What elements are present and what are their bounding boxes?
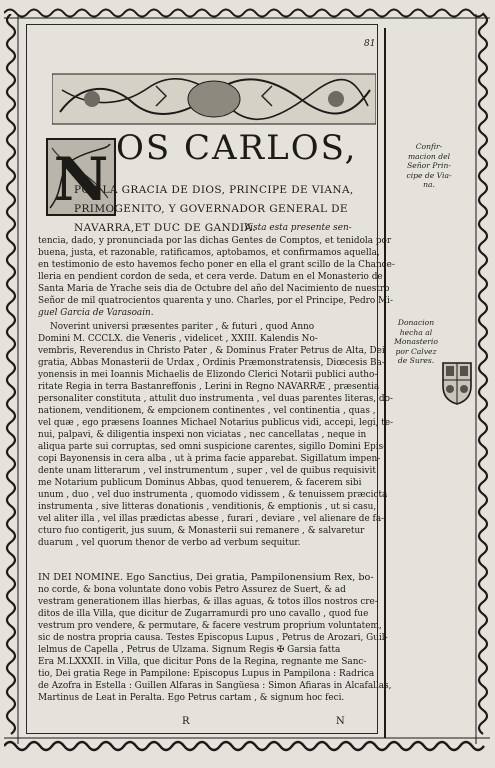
latin-line: gratia, Abbas Monasterii de Urdax , Ordinis Præmonstratensis, Diœcesis Ba- — [38, 358, 385, 368]
body-top-line: Señor de mil quatrocientos quarenta y uno. Charles, por el Principe, Pedro Mi- — [38, 296, 394, 306]
body-top-line: lleria en pendient cordon de seda, et cera verde. Datum en el Monasterio de — [38, 272, 383, 282]
latin-line: personaliter constituta , attulit duo instrumenta , vel duas parentes literas, do- — [38, 394, 393, 404]
margin-note-line: Señor Prin- — [407, 161, 451, 171]
latin-line: aliqua parte sui corruptas, sed omni suspicione carentes, sigillo Domini Epis- — [38, 442, 387, 452]
coat-of-arms-crest — [440, 360, 474, 406]
margin-note-line: Donacion — [397, 318, 435, 327]
heading-line-2: PRIMOGENITO, Y GOVERNADOR GENERAL DE — [74, 203, 348, 215]
margin-note-line: macion del — [407, 151, 451, 161]
latin-line: duarum , vel quorum thenor de verbo ad verbum sequitur. — [38, 538, 301, 548]
charter-line: IN DEI NOMINE. Ego Sanctius, Dei gratia, Pampilonensium Rex, bo- — [38, 572, 374, 583]
top-border-ornament — [4, 6, 490, 20]
signature-mark-right: N — [336, 716, 345, 727]
latin-line: Noverint universi præsentes pariter , & futuri , quod Anno — [50, 322, 315, 332]
latin-line: me Notarium publicum Dominus Abbas, quod tenuerem, & facerem sibi — [38, 478, 362, 488]
drop-cap-letter: N — [53, 145, 109, 215]
latin-line: yonensis in mei Ioannis Michaelis de Elizondo Clerici Notarii publici autho- — [38, 370, 378, 380]
charter-line: vestram generationem illas hierbas, & illas aguas, & totos illos nostros cre- — [38, 597, 378, 607]
latin-line: instrumenta , sive litteras donationis , venditionis, & emptionis , ut si casu, — [38, 502, 377, 512]
latin-line: ritate Regia in terra Bastanreffonis , Lerini in Regno NAVARRÆ , præsentia — [38, 382, 380, 392]
charter-line: vestrum pro vendere, & permutare, & facere vestrum proprium voluntatem, — [38, 621, 382, 631]
margin-note-donation — [388, 318, 444, 366]
charter-line: de Azofra in Estella : Guillen Alfaras in Sangüesa : Simon Afiaras in Alcafallas, — [38, 681, 392, 691]
latin-line: cturo fuo contigerit, jus suum, & Monasterii sui remanere , & salvaretur — [38, 526, 365, 536]
charter-line: tio, Dei gratia Rege in Pampilone: Episcopus Lupus in Pampilona : Radrica — [38, 669, 375, 679]
body-top-line: buena, justa, et razonable, ratificamos, aptobamos, et confirmamos aquella, — [38, 248, 380, 258]
body-top-line: en testimonio de esto havemos fecho poner en ella el grant scillo de la Chance- — [38, 260, 395, 270]
body-top-line: guel Garcia de Varasoain. — [38, 308, 154, 318]
latin-line: unum , duo , vel duo instrumenta , quomodo vidissem , & tenuissem præcicta — [38, 490, 388, 500]
margin-note-line: por Calvez — [395, 346, 437, 356]
latin-line: nationem, venditionem, & empcionem continentes , vel continentia , quas , — [38, 406, 376, 416]
body-top-line: Santa Maria de Yrache seis dia de Octubre del año del Nacimiento de nuestro — [38, 284, 390, 294]
margin-note-line: Monasterio — [394, 337, 438, 347]
latin-line: vel quæ , ego præsens Ioannes Michael Notarius publicus vidi, accepi, legi, te- — [38, 418, 394, 428]
page-number: 81 — [364, 39, 376, 49]
margin-note-line: cipe de Via- — [406, 170, 452, 180]
bottom-border-ornament — [4, 736, 490, 756]
heading-line-3-tail: Vista esta presente sen- — [244, 223, 352, 233]
right-border-ornament — [474, 14, 492, 744]
left-border-ornament — [2, 14, 20, 744]
engraved-header-ornament — [52, 72, 376, 126]
charter-line: Martinus de Leat in Peralta. Ego Petrus cartam , & signum hoc feci. — [38, 693, 345, 703]
signature-mark-left: R — [182, 716, 190, 727]
margin-note-line: na. — [423, 180, 435, 190]
margin-note-line: de Sures. — [397, 356, 435, 366]
charter-line: no corde, & bona voluntate dono vobis Petro Assurez de Suert, & ad — [38, 585, 346, 595]
latin-line: vel aliter illa , vel illas prædictas abesse , furari , deviare , vel alienare de fa- — [38, 514, 385, 524]
margin-column-rule — [384, 28, 386, 738]
latin-line: Domini M. CCCLX. die Veneris , videlicet , XXIII. Kalendis No- — [38, 334, 318, 344]
margin-note-line: hecha al — [399, 327, 433, 337]
document-title: OS CARLOS, — [116, 128, 358, 168]
latin-line: vembris, Reverendus in Christo Pater , & Dominus Frater Petrus de Alta, Dei — [38, 346, 385, 356]
charter-line: ditos de illa Villa, que dicitur de Zugarramurdi pro uno cavallo , quod fue — [38, 609, 369, 619]
heading-line-3: NAVARRA,ET DUC DE GANDIA. — [74, 222, 257, 234]
latin-line: copi Bayonensis in cera alba , ut à prima facie apparebat. Sigillatum impen- — [38, 454, 381, 464]
body-top-line: tencia, dado, y pronunciada por las dichas Gentes de Comptos, et tenidola por — [38, 236, 392, 246]
margin-note-confirmation — [394, 142, 464, 190]
heading-line-1: POR LA GRACIA DE DIOS, PRINCIPE DE VIANA, — [74, 184, 354, 196]
charter-line: Era M.LXXXII. in Villa, que dicitur Pons de la Regina, regnante me Sanc- — [38, 657, 367, 667]
charter-line: sic de nostra propria causa. Testes Episcopus Lupus , Petrus de Arozari, Guil- — [38, 633, 388, 643]
latin-line: nui, palpavi, & diligentia inspexi non viciatas , nec cancellatas , neque in — [38, 430, 367, 440]
margin-note-line: Confir- — [415, 142, 443, 151]
latin-line: dente unam litterarum , vel instrumentum , super , vel de quibus requisivit — [38, 466, 376, 476]
charter-line: lelmus de Capella , Petrus de Ulzama. Signum Regis ✠ Garsia fatta — [38, 645, 341, 655]
